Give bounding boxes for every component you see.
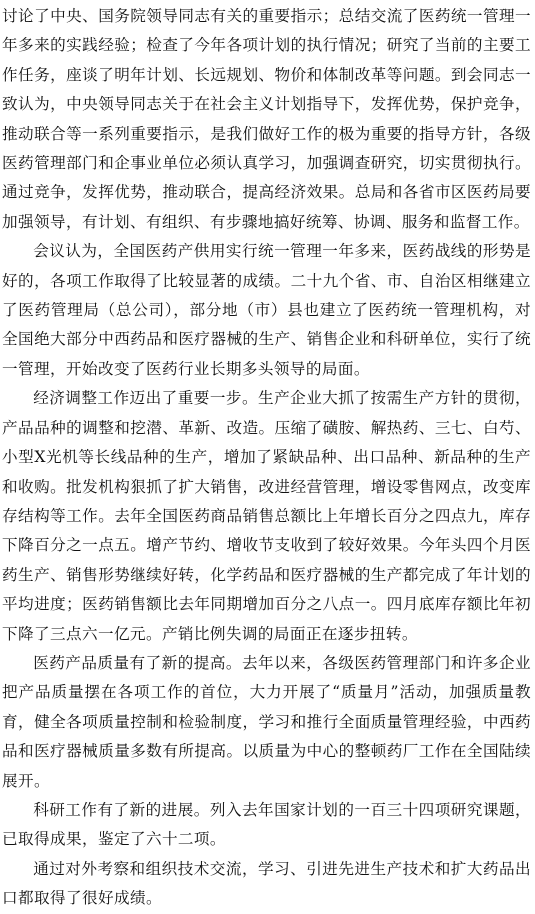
paragraph-overall-assessment: 会议认为，全国医药产供用实行统一管理一年多来，医药战线的形势是好的，各项工作取得了比较显著的成绩。二十九个省、市、自治区相继建立了医药管理局（总公司），部分地（市）县也建立了医药统一管理机构，对全国绝大部分中西药品和医疗器械的生产、销售企业和科研单位，实行了统一管理，开始改变了医药行业长期多头领导的局面。 [2,242,531,378]
paragraph-economic-adjustment: 经济调整工作迈出了重要一步。生产企业大抓了按需生产方针的贯彻，产品品种的调整和挖潜、革新、改造。压缩了磺胺、解热药、三七、白芍、小型X光机等长线品种的生产，增加了紧缺品种、出口品种、新品种的生产和收购。批发机构狠抓了扩大销售，改进经营管理，增设零售网点，改变库存结构等工作。去年全国医药商品销售总额比上年增长百分之四点九，库存下降百分之一点五。增产节约、增收节支收到了较好效果。今年头四个月医药生产、销售形势继续好转，化学药品和医疗器械的生产都完成了年计划的平均进度；医药销售额比去年同期增加百分之八点一。四月底库存额比年初下降了三点六一亿元。产销比例失调的局面正在逐步扭转。 [2,389,531,643]
paragraph-foreign-exchange: 通过对外考察和组织技术交流，学习、引进先进生产技术和扩大药品出口都取得了很好成绩。 [2,859,531,908]
paragraph-product-quality: 医药产品质量有了新的提高。去年以来，各级医药管理部门和许多企业把产品质量摆在各项工作的首位，大力开展了“质量月”活动，加强质量教育，健全各项质量控制和检验制度，学习和推行全面质量管理经验，中西药品和医疗器械质量多数有所提高。以质量为中心的整顿药厂工作在全国陆续展开。 [2,653,531,790]
paragraph-meeting-summary: 讨论了中央、国务院领导同志有关的重要指示；总结交流了医药统一管理一年多来的实践经验；检查了今年各项计划的执行情况；研究了当前的主要工作任务，座谈了明年计划、长远规划、物价和体制改革等问题。到会同志一致认为，中央领导同志关于在社会主义计划指导下，发挥优势，保护竞争，推动联合等一系列重要指示，是我们做好工作的极为重要的指导方针，各级医药管理部门和企事业单位必须认真学习，加强调查研究，切实贯彻执行。通过竞争，发挥优势，推动联合，提高经济效果。总局和各省市区医药局要加强领导，有计划、有组织、有步骤地搞好统筹、协调、服务和监督工作。 [2,7,531,231]
paragraph-research-progress: 科研工作有了新的进展。列入去年国家计划的一百三十四项研究课题，已取得成果，鉴定了六十二项。 [2,800,531,849]
